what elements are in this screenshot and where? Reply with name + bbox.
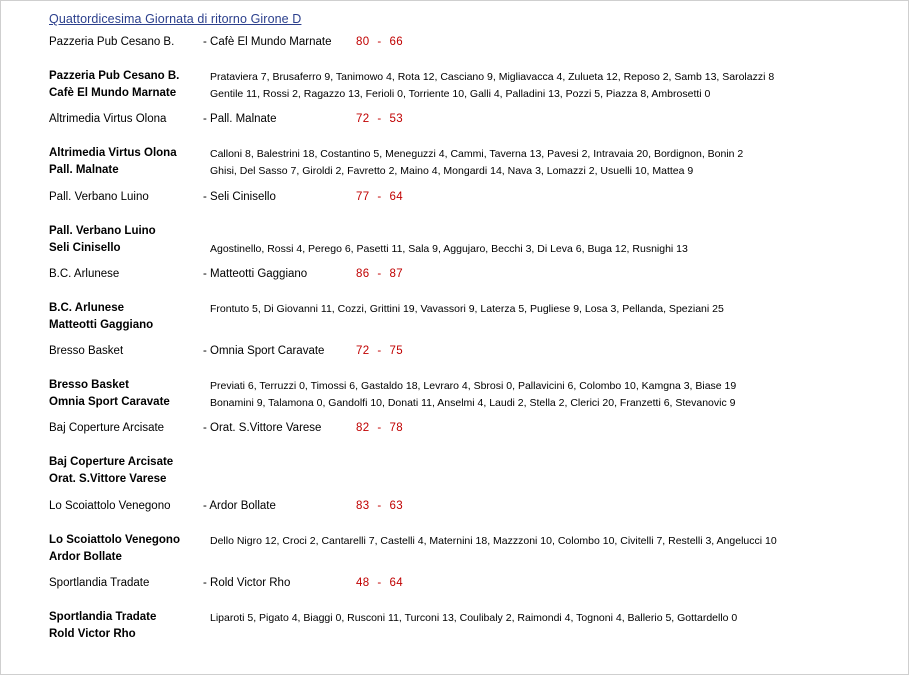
away-score: 63 <box>389 500 403 512</box>
away-team-name: - Rold Victor Rho <box>203 577 291 589</box>
away-team-label: Matteotti Gaggiano <box>49 319 154 331</box>
score: 72 - 53 <box>356 113 403 125</box>
home-team-label: Lo Scoiattolo Venegono <box>49 534 180 546</box>
home-team-label: Altrimedia Virtus Olona <box>49 147 177 159</box>
home-players-list: Liparoti 5, Pigato 4, Biaggi 0, Rusconi 11, Turconi 13, Coulibaly 2, Raimondi 4, Tognoni 4, Ballerio 5, Gottardello 0 <box>210 612 738 624</box>
page-title[interactable]: Quattordicesima Giornata di ritorno Girone D <box>49 12 302 26</box>
home-players-list: Previati 6, Terruzzi 0, Timossi 6, Gastaldo 18, Levraro 4, Sbrosi 0, Pallavicini 6, Colombo 10, Kamgna 3, Biase 19 <box>210 380 737 392</box>
home-team-name: B.C. Arlunese <box>49 268 120 280</box>
home-team-name: Pazzeria Pub Cesano B. <box>49 36 175 48</box>
home-team-label: Pazzeria Pub Cesano B. <box>49 70 180 82</box>
home-players-list: Dello Nigro 12, Croci 2, Cantarelli 7, Castelli 4, Maternini 18, Mazzzoni 10, Colombo 10, Civitelli 7, Restelli 3, Angelucci 10 <box>210 535 777 547</box>
home-score: 72 <box>356 113 370 125</box>
home-team-label: Sportlandia Tradate <box>49 611 157 623</box>
away-score: 53 <box>389 113 403 125</box>
away-players-list: Agostinello, Rossi 4, Perego 6, Pasetti 11, Sala 9, Aggujaro, Becchi 3, Di Leva 6, Buga 12, Rusnighi 13 <box>210 243 688 255</box>
away-score: 66 <box>389 36 403 48</box>
home-team-name: Sportlandia Tradate <box>49 577 150 589</box>
home-score: 80 <box>356 36 370 48</box>
home-team-name: Bresso Basket <box>49 345 124 357</box>
away-players-list: Ghisi, Del Sasso 7, Giroldi 2, Favretto 2, Maino 4, Mongardi 14, Nava 3, Lomazzi 2, Usuelli 10, Mattea 9 <box>210 165 694 177</box>
score: 82 - 78 <box>356 422 403 434</box>
home-score: 48 <box>356 577 370 589</box>
away-score: 87 <box>389 268 403 280</box>
away-team-label: Ardor Bollate <box>49 551 122 563</box>
away-players-list: Gentile 11, Rossi 2, Ragazzo 13, Ferioli 0, Torriente 10, Galli 4, Palladini 13, Pozzi 5, Piazza 8, Ambrosetti 0 <box>210 88 711 100</box>
home-team-name: Lo Scoiattolo Venegono <box>49 500 171 512</box>
score: 77 - 64 <box>356 191 403 203</box>
away-team-name: - Orat. S.Vittore Varese <box>203 422 322 434</box>
away-score: 64 <box>389 191 403 203</box>
away-score: 75 <box>389 345 403 357</box>
away-team-name: - Matteotti Gaggiano <box>203 268 308 280</box>
away-team-name: - Ardor Bollate <box>203 500 276 512</box>
home-score: 77 <box>356 191 370 203</box>
away-team-label: Omnia Sport Caravate <box>49 396 170 408</box>
score: 83 - 63 <box>356 500 403 512</box>
home-players-list: Calloni 8, Balestrini 18, Costantino 5, Meneguzzi 4, Cammi, Taverna 13, Pavesi 2, Intravaia 20, Bordignon, Bonin 2 <box>210 148 744 160</box>
away-team-label: Pall. Malnate <box>49 164 119 176</box>
away-team-name: - Pall. Malnate <box>203 113 277 125</box>
away-players-list: Bonamini 9, Talamona 0, Gandolfi 10, Donati 11, Anselmi 4, Laudi 2, Stella 2, Clerici 20, Franzetti 6, Stevanovic 9 <box>210 397 736 409</box>
score: 48 - 64 <box>356 577 403 589</box>
away-score: 64 <box>389 577 403 589</box>
home-players-list: Prataviera 7, Brusaferro 9, Tanimowo 4, Rota 12, Casciano 9, Migliavacca 4, Zulueta 12, Reposo 2, Samb 13, Sarolazzi 8 <box>210 71 775 83</box>
away-team-label: Seli Cinisello <box>49 242 121 254</box>
home-team-name: Pall. Verbano Luino <box>49 191 149 203</box>
home-team-label: Bresso Basket <box>49 379 129 391</box>
home-score: 83 <box>356 500 370 512</box>
score: 72 - 75 <box>356 345 403 357</box>
home-team-name: Baj Coperture Arcisate <box>49 422 165 434</box>
home-team-label: B.C. Arlunese <box>49 302 124 314</box>
score: 80 - 66 <box>356 36 403 48</box>
away-team-name: - Omnia Sport Caravate <box>203 345 325 357</box>
home-team-name: Altrimedia Virtus Olona <box>49 113 167 125</box>
home-score: 72 <box>356 345 370 357</box>
away-team-label: Rold Victor Rho <box>49 628 136 640</box>
away-team-name: - Cafè El Mundo Marnate <box>203 36 332 48</box>
away-team-name: - Seli Cinisello <box>203 191 276 203</box>
home-team-label: Baj Coperture Arcisate <box>49 456 174 468</box>
away-team-label: Cafè El Mundo Marnate <box>49 87 177 99</box>
home-team-label: Pall. Verbano Luino <box>49 225 156 237</box>
home-score: 86 <box>356 268 370 280</box>
home-score: 82 <box>356 422 370 434</box>
score: 86 - 87 <box>356 268 403 280</box>
home-players-list: Frontuto 5, Di Giovanni 11, Cozzi, Grittini 19, Vavassori 9, Laterza 5, Pugliese 9, Losa 3, Pellanda, Speziani 25 <box>210 303 724 315</box>
away-team-label: Orat. S.Vittore Varese <box>49 473 167 485</box>
away-score: 78 <box>389 422 403 434</box>
